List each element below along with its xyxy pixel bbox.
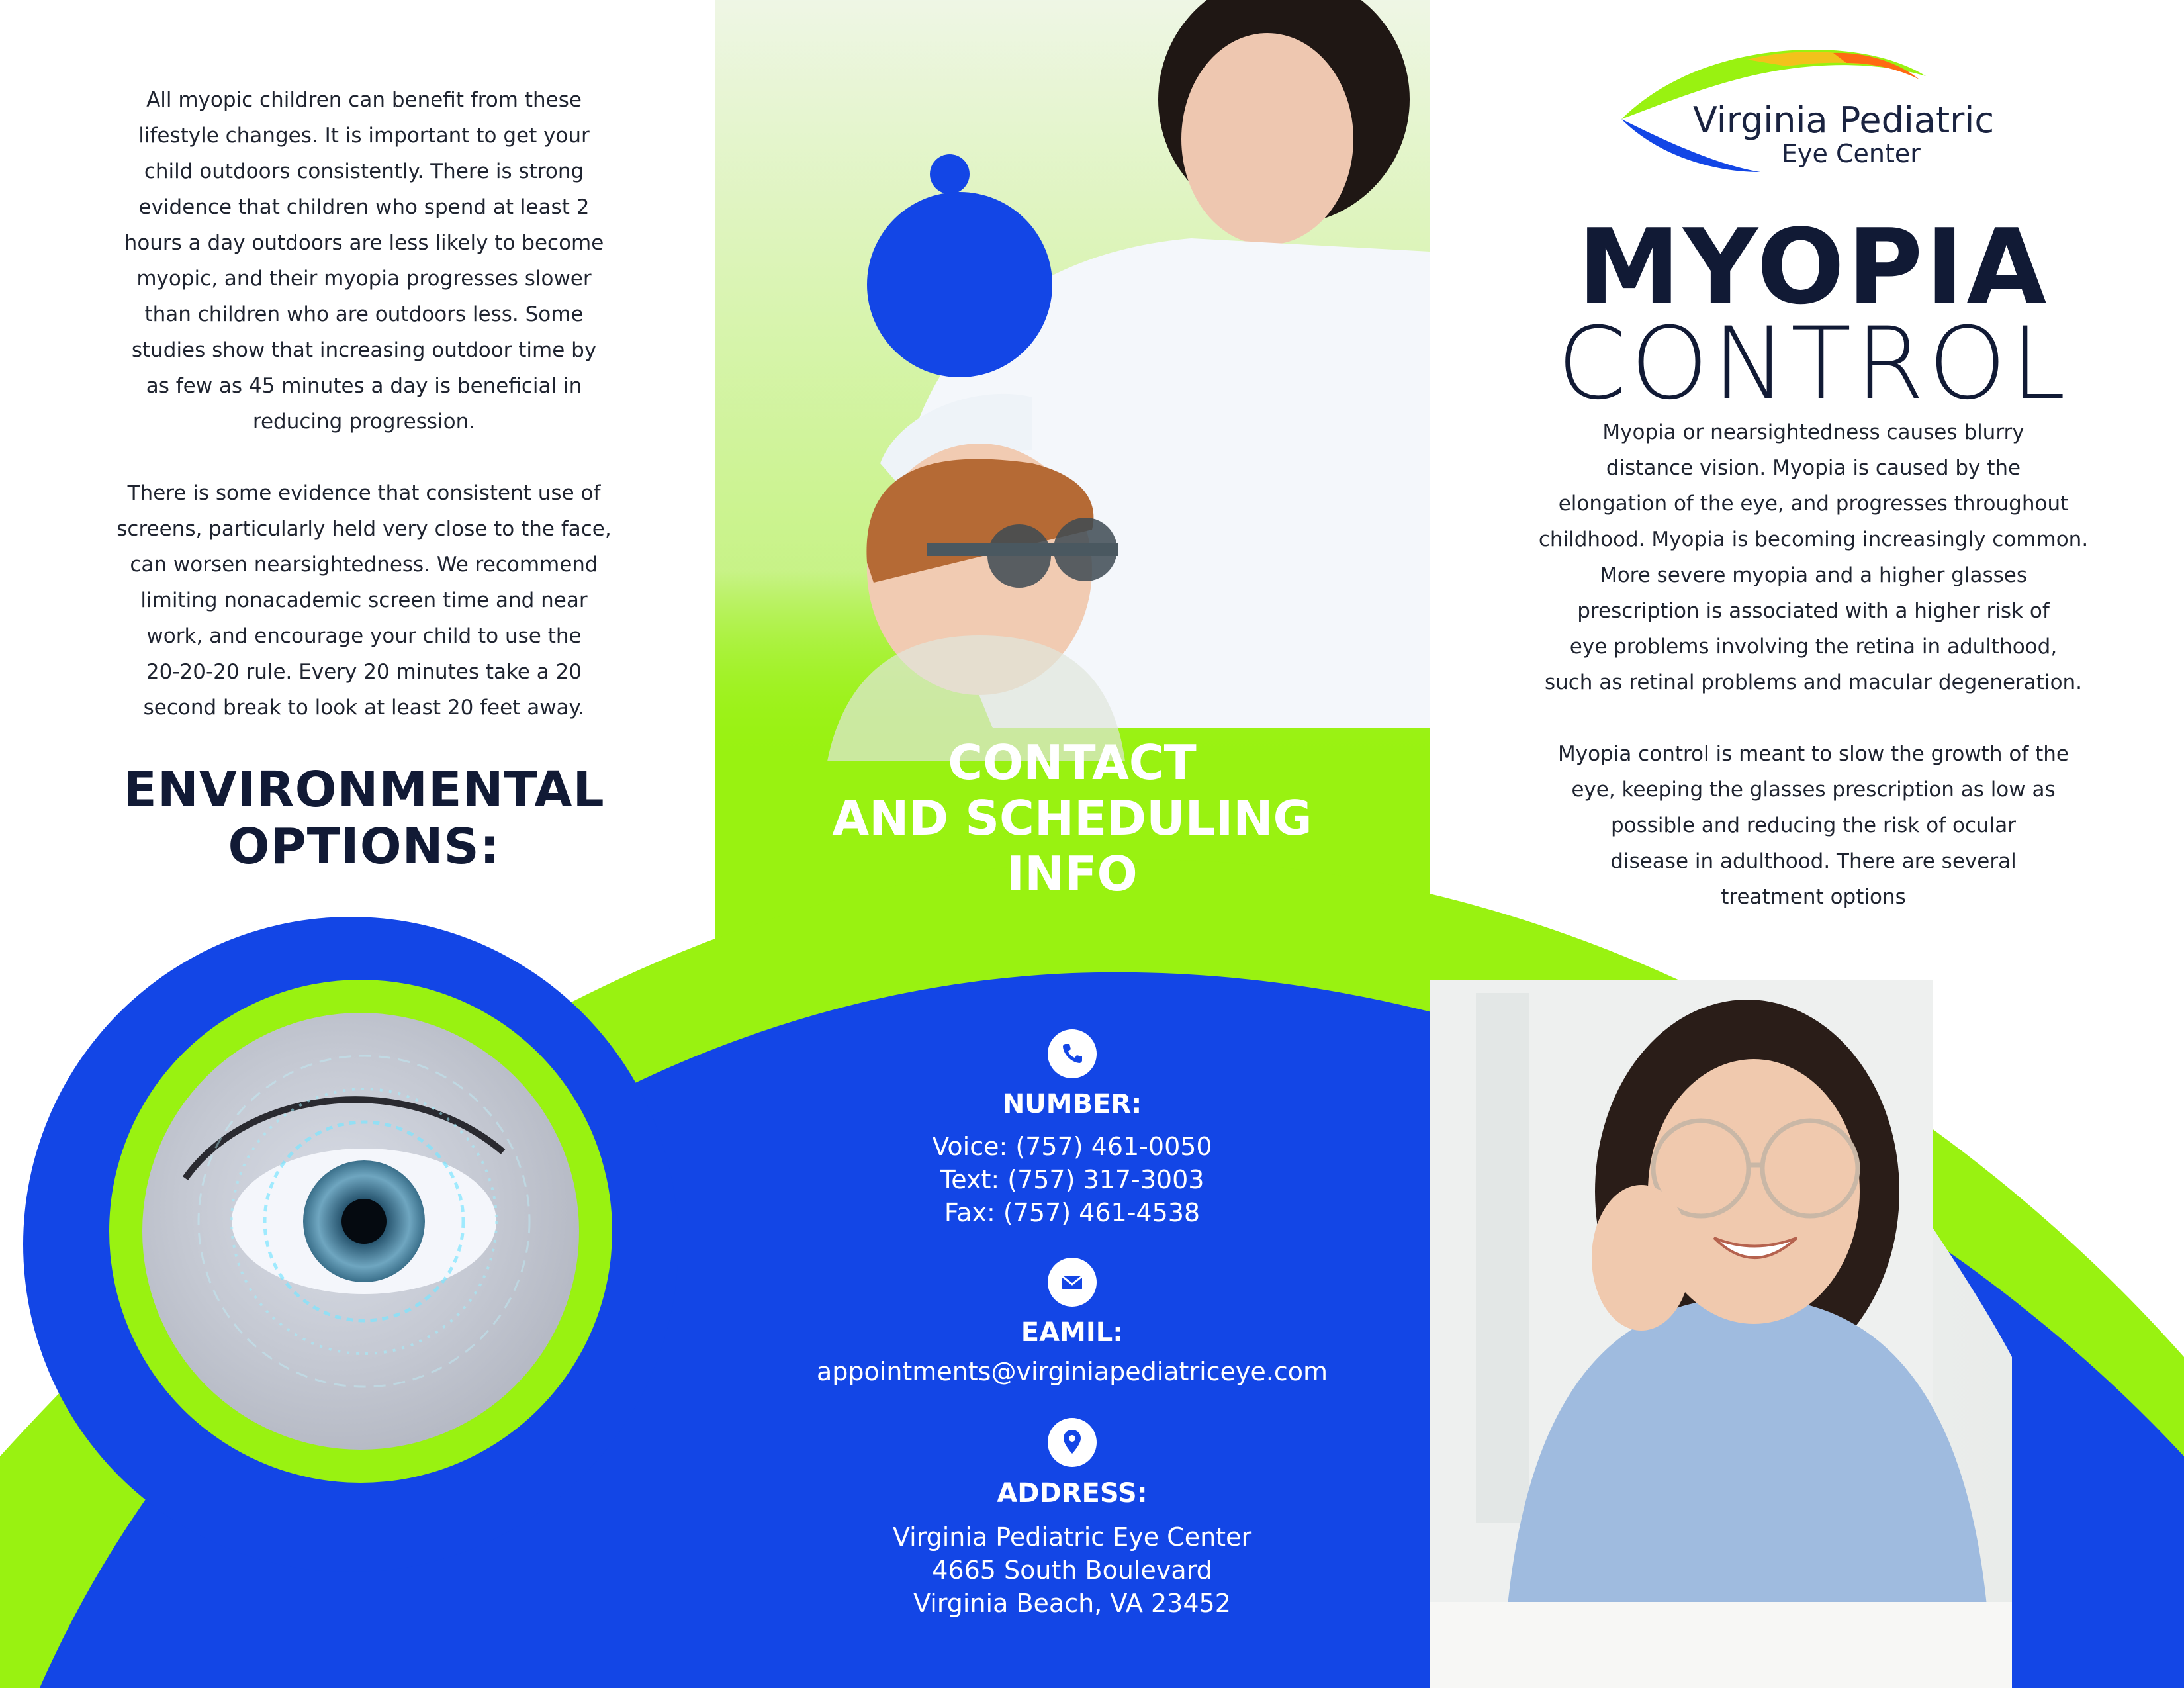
logo-subtitle: Eye Center	[1782, 139, 1921, 168]
email-label: EAMIL:	[1021, 1317, 1124, 1348]
myopia-control-paragraph: Myopia control is meant to slow the growth of the eye, keeping the glasses prescription as low as possible and reducing the risk of ocular disease in adulthood. There are several treatment options	[1557, 742, 2070, 909]
address-label: ADDRESS:	[997, 1478, 1148, 1509]
number-label: NUMBER:	[1002, 1089, 1142, 1119]
address-line-1: Virginia Pediatric Eye Center	[892, 1523, 1252, 1552]
text-number[interactable]: Text: (757) 317-3003	[940, 1165, 1205, 1194]
phone-icon	[1048, 1029, 1097, 1078]
title-control	[1430, 306, 2184, 422]
logo-title: Virginia Pediatric	[1693, 99, 1995, 141]
contact-heading: CONTACT AND SCHEDULING INFO	[832, 735, 1312, 902]
mail-icon	[1048, 1258, 1097, 1307]
title-myopia: MYOPIA	[1577, 207, 2050, 327]
location-pin-icon	[1048, 1418, 1097, 1467]
myopia-description-paragraph: Myopia or nearsightedness causes blurry distance vision. Myopia is caused by the elongation of the eye, and progresses throughout childhood. Myopia is becoming increasingly common. More severe myopia and a higher glasses prescription is associated with a higher risk of eye problems involving the retina in adulthood, such as retinal problems and macular degeneration.	[1538, 420, 2089, 694]
outdoor-time-paragraph: All myopic children can benefit from these lifestyle changes. It is important to get your child outdoors consistently. There is strong evidence that children who spend at least 2 hours a day outdoors are less likely to become myopic, and their myopia progresses slower than children who are outdoors less. Some studies show that increasing outdoor time by as few as 45 minutes a day is beneficial in reducing progression.	[124, 88, 604, 434]
voice-number[interactable]: Voice: (757) 461-0050	[932, 1132, 1212, 1161]
fax-number: Fax: (757) 461-4538	[944, 1198, 1201, 1227]
address-line-2: 4665 South Boulevard	[932, 1556, 1212, 1585]
environmental-options-heading: ENVIRONMENTAL OPTIONS:	[123, 761, 605, 875]
title-control-text: CONTROL	[1557, 306, 2070, 422]
address-line-3: Virginia Beach, VA 23452	[913, 1589, 1231, 1618]
email-address[interactable]: appointments@virginiapediatriceye.com	[816, 1357, 1328, 1386]
screen-time-paragraph: There is some evidence that consistent use of screens, particularly held very close to the face, can worsen nearsightedness. We recommend limiting nonacademic screen time and near work, and encourage your child to use the 20-20-20 rule. Every 20 minutes take a 20 second break to look at least 20 feet away.	[116, 481, 612, 720]
